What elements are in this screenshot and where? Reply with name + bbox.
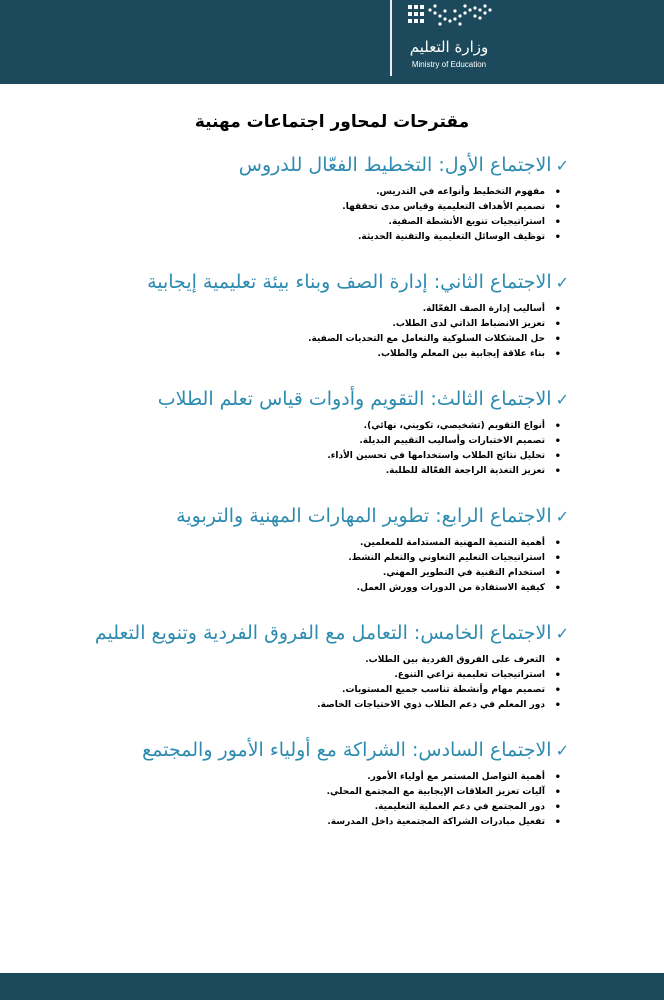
meeting-title: ✓الاجتماع السادس: الشراكة مع أولياء الأمور والمجتمع: [142, 739, 569, 761]
check-icon: ✓: [555, 390, 569, 409]
list-item: • بناء علاقة إيجابية بين المعلم والطلاب.: [69, 347, 561, 362]
header-divider: [390, 0, 392, 76]
meeting-section-3: [69, 384, 569, 479]
list-item: • تعزيز الانضباط الذاتي لدى الطلاب.: [69, 317, 561, 332]
list-item: • استراتيجيات تنويع الأنشطة الصفية.: [69, 215, 561, 230]
page-header: [0, 0, 664, 84]
list-item: • استراتيجيات التعليم التعاوني والتعلم النشط.: [69, 551, 561, 566]
list-item: • كيفية الاستفادة من الدورات وورش العمل.: [69, 581, 561, 596]
list-item: • أهمية التنمية المهنية المستدامة للمعلمين.: [69, 536, 561, 551]
check-icon: ✓: [555, 273, 569, 292]
list-item: • توظيف الوسائل التعليمية والتقنية الحديثة.: [69, 230, 561, 245]
meeting-title: ✓الاجتماع الخامس: التعامل مع الفروق الفردية وتنويع التعليم: [94, 622, 569, 644]
list-item: • استراتيجيات تعليمية تراعي التنوع.: [69, 668, 561, 683]
meeting-title: ✓الاجتماع الثالث: التقويم وأدوات قياس تعلم الطلاب: [157, 388, 569, 410]
list-item: • تفعيل مبادرات الشراكة المجتمعية داخل المدرسة.: [69, 815, 561, 830]
page-footer: [0, 973, 664, 1000]
check-icon: ✓: [555, 741, 569, 760]
meeting-title: ✓الاجتماع الرابع: تطوير المهارات المهنية والتربوية: [176, 505, 569, 527]
document-title: مقترحات لمحاور اجتماعات مهنية: [194, 112, 470, 132]
list-item: • آليات تعزيز العلاقات الإيجابية مع المجتمع المحلي.: [69, 785, 561, 800]
meeting-section-1: [69, 150, 569, 245]
list-item: • دور المعلم في دعم الطلاب ذوي الاحتياجات الخاصة.: [69, 698, 561, 713]
meeting-section-6: [69, 735, 569, 830]
logo-arabic-text: وزارة التعليم: [409, 38, 489, 56]
ministry-logo-icon: [404, 2, 494, 34]
meeting-section-5: [69, 618, 569, 713]
list-item: • تصميم الأهداف التعليمية وقياس مدى تحققها.: [69, 200, 561, 215]
check-icon: ✓: [555, 156, 569, 175]
list-item: • التعرف على الفروق الفردية بين الطلاب.: [69, 653, 561, 668]
ministry-logo: [400, 2, 500, 78]
list-item: • أنواع التقويم (تشخيصي، تكويني، نهائي).: [69, 419, 561, 434]
list-item: • مفهوم التخطيط وأنواعه في التدريس.: [69, 185, 561, 200]
logo-english-text: Ministry of Education: [411, 60, 487, 69]
list-item: • تصميم الاختبارات وأساليب التقييم البديلة.: [69, 434, 561, 449]
meeting-section-4: [69, 501, 569, 596]
check-icon: ✓: [555, 507, 569, 526]
meeting-title: ✓الاجتماع الأول: التخطيط الفعّال للدروس: [238, 154, 569, 176]
list-item: • أهمية التواصل المستمر مع أولياء الأمور.: [69, 770, 561, 785]
check-icon: ✓: [555, 624, 569, 643]
list-item: • أساليب إدارة الصف الفعّالة.: [69, 302, 561, 317]
meeting-title: ✓الاجتماع الثاني: إدارة الصف وبناء بيئة تعليمية إيجابية: [147, 271, 569, 293]
list-item: • تحليل نتائج الطلاب واستخدامها في تحسين الأداء.: [69, 449, 561, 464]
list-item: • استخدام التقنية في التطوير المهني.: [69, 566, 561, 581]
meetings-list: [69, 150, 569, 852]
list-item: • تعزيز التغذية الراجعة الفعّالة للطلبة.: [69, 464, 561, 479]
meeting-section-2: [69, 267, 569, 362]
list-item: • دور المجتمع في دعم العملية التعليمية.: [69, 800, 561, 815]
list-item: • حل المشكلات السلوكية والتعامل مع التحديات الصفية.: [69, 332, 561, 347]
list-item: • تصميم مهام وأنشطة تناسب جميع المستويات.: [69, 683, 561, 698]
